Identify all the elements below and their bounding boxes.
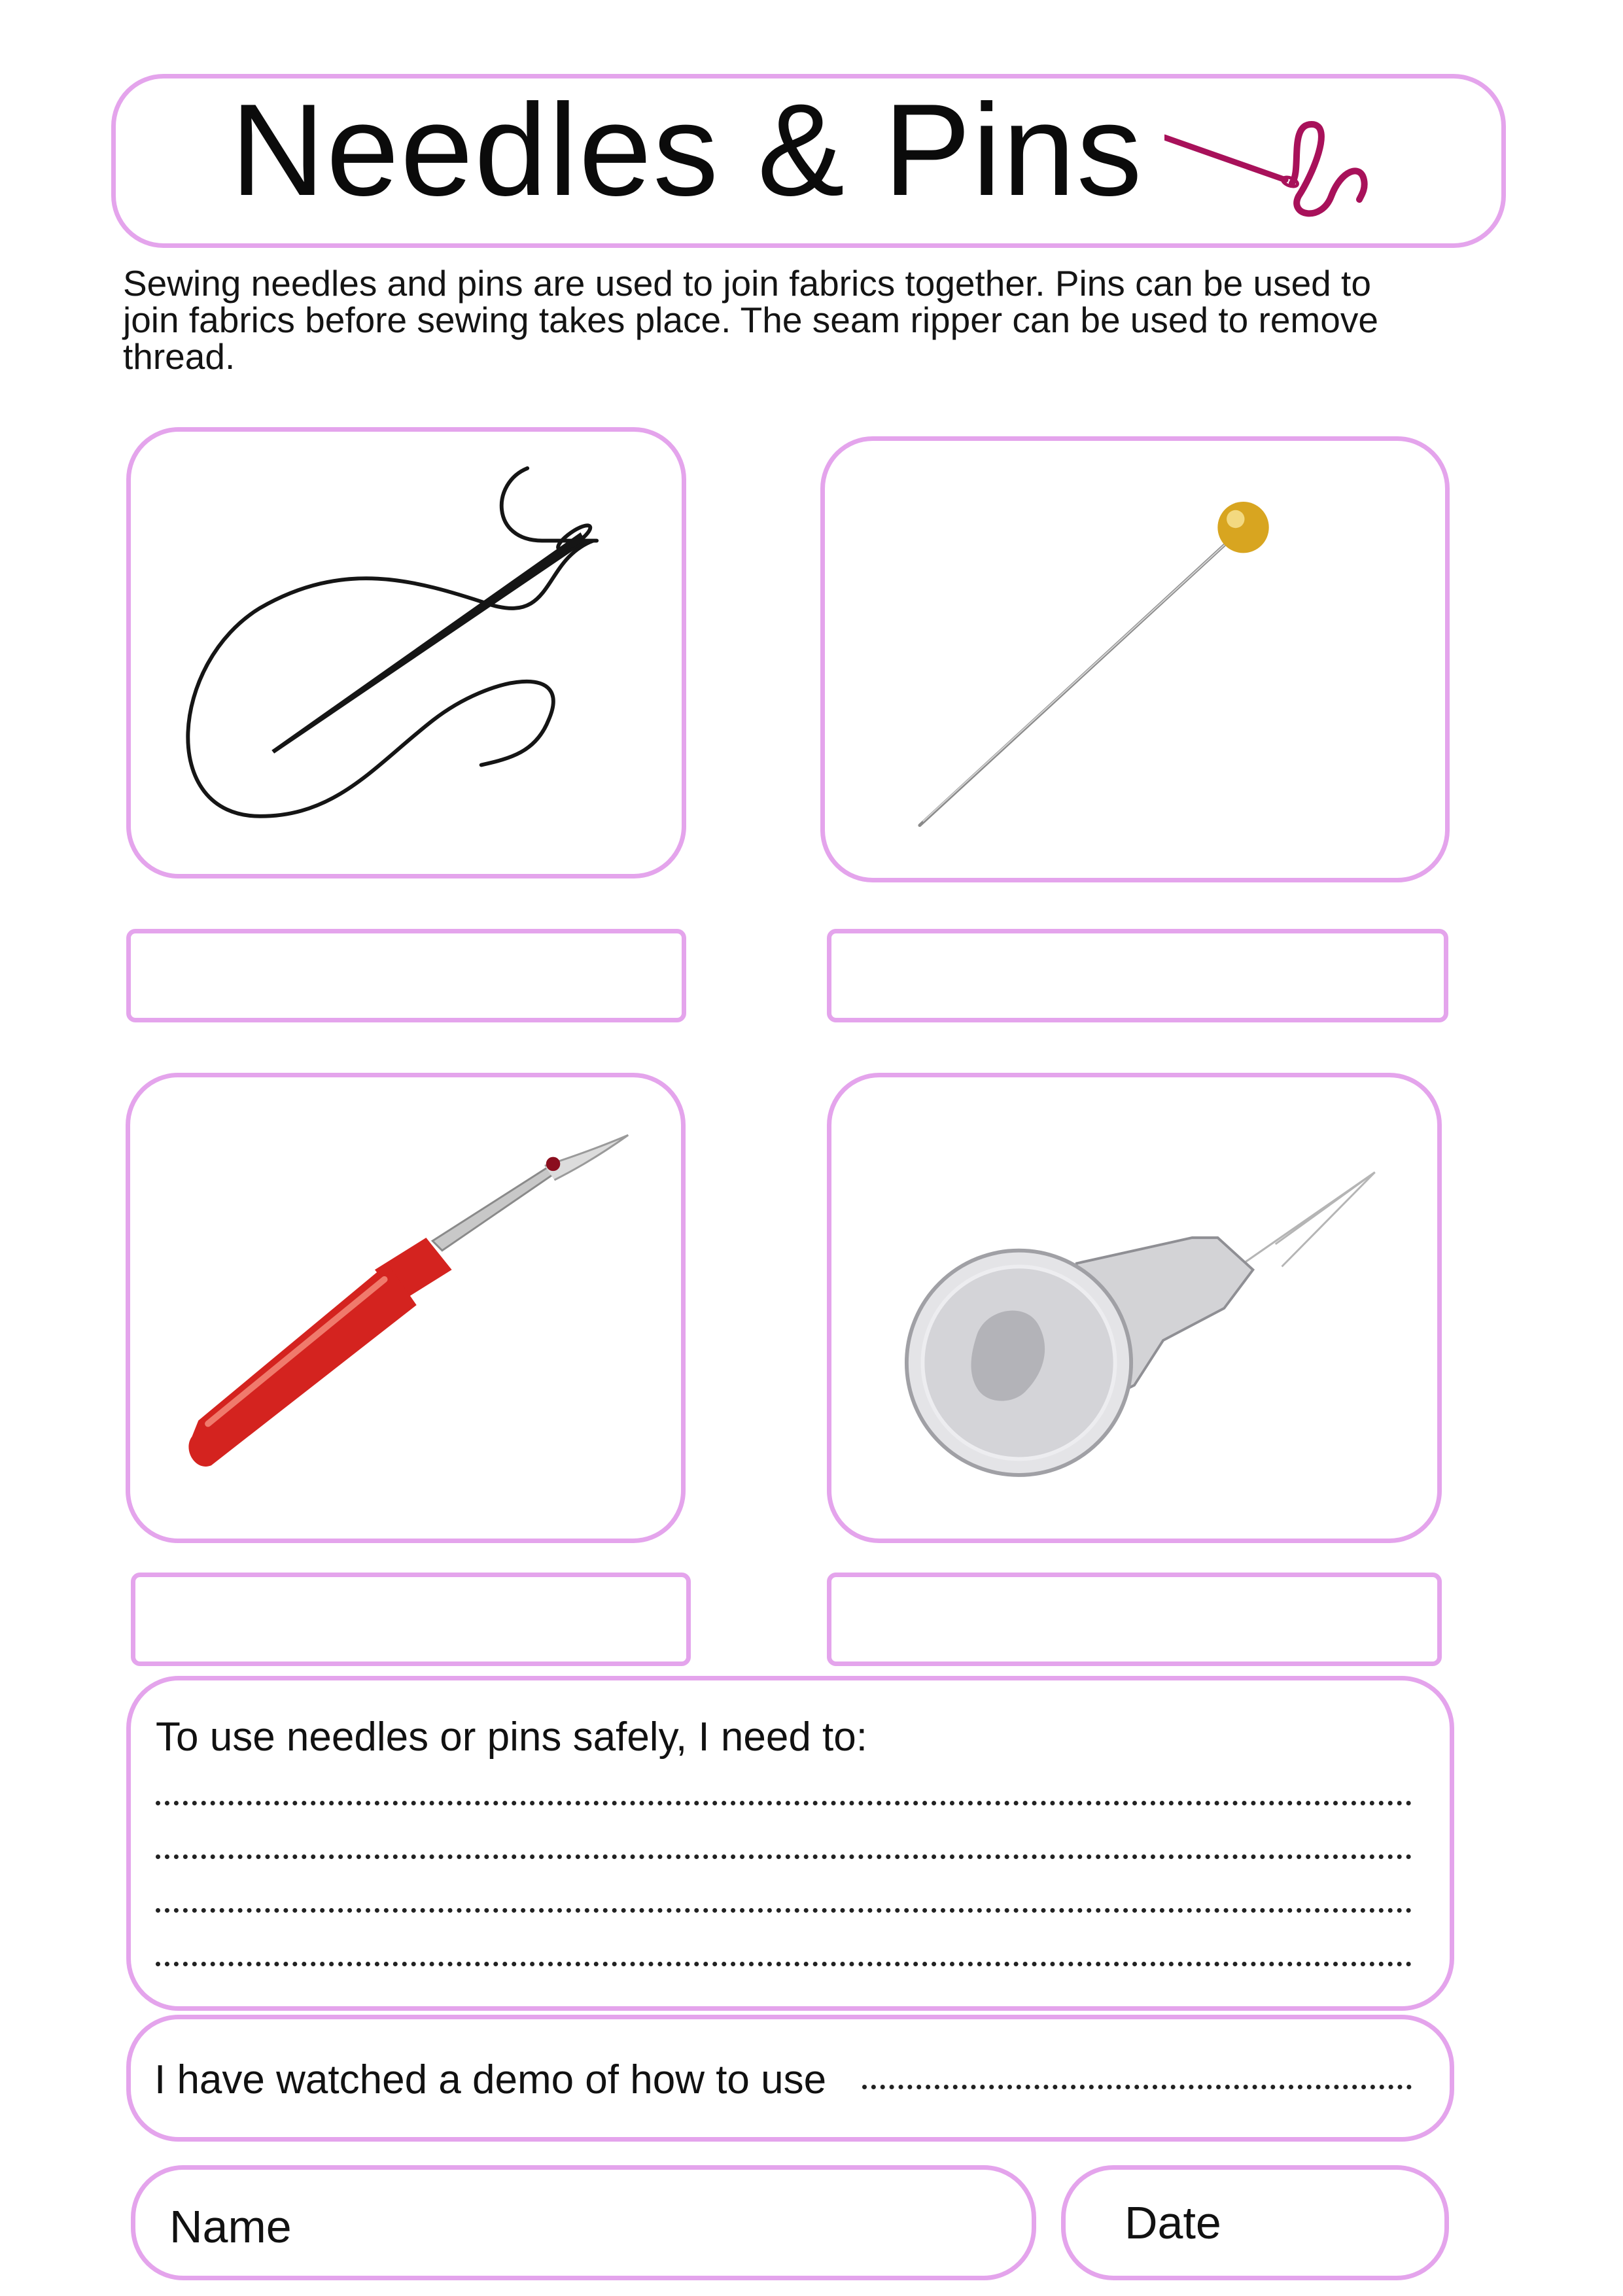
answer-line[interactable] [156, 1801, 1412, 1805]
answer-box[interactable] [131, 1573, 691, 1666]
answer-line[interactable] [156, 1962, 1412, 1966]
page-title: Needles & Pins [230, 77, 1143, 223]
answer-box[interactable] [827, 929, 1448, 1022]
safety-box[interactable] [126, 1676, 1454, 2011]
answer-box[interactable] [827, 1573, 1442, 1666]
demo-box[interactable] [126, 2015, 1454, 2142]
seam-ripper-icon [130, 1077, 681, 1539]
intro-paragraph: Sewing needles and pins are used to join fabrics together. Pins can be used to join fabrics before sewing takes place. The seam ripper can be used to remove thread. [123, 263, 1378, 377]
picture-card-seam-ripper [126, 1073, 686, 1543]
name-field[interactable] [131, 2165, 1036, 2280]
picture-card-needle [126, 427, 686, 878]
safety-heading: To use needles or pins safely, I need to: [156, 1714, 867, 1760]
picture-card-pin [820, 436, 1450, 882]
date-label: Date [1125, 2197, 1221, 2248]
date-field[interactable] [1061, 2165, 1449, 2280]
answer-box[interactable] [126, 929, 686, 1022]
needle-threader-icon [831, 1077, 1437, 1539]
demo-statement: I have watched a demo of how to use [154, 2057, 827, 2102]
answer-line[interactable] [862, 2085, 1412, 2089]
answer-line[interactable] [156, 1908, 1412, 1913]
name-label: Name [169, 2201, 292, 2252]
picture-card-needle-threader [827, 1073, 1442, 1543]
sewing-needle-with-thread-icon [131, 432, 682, 874]
needle-and-thread-icon [1164, 118, 1387, 229]
pearl-head-pin-icon [825, 441, 1445, 878]
answer-line[interactable] [156, 1854, 1412, 1859]
